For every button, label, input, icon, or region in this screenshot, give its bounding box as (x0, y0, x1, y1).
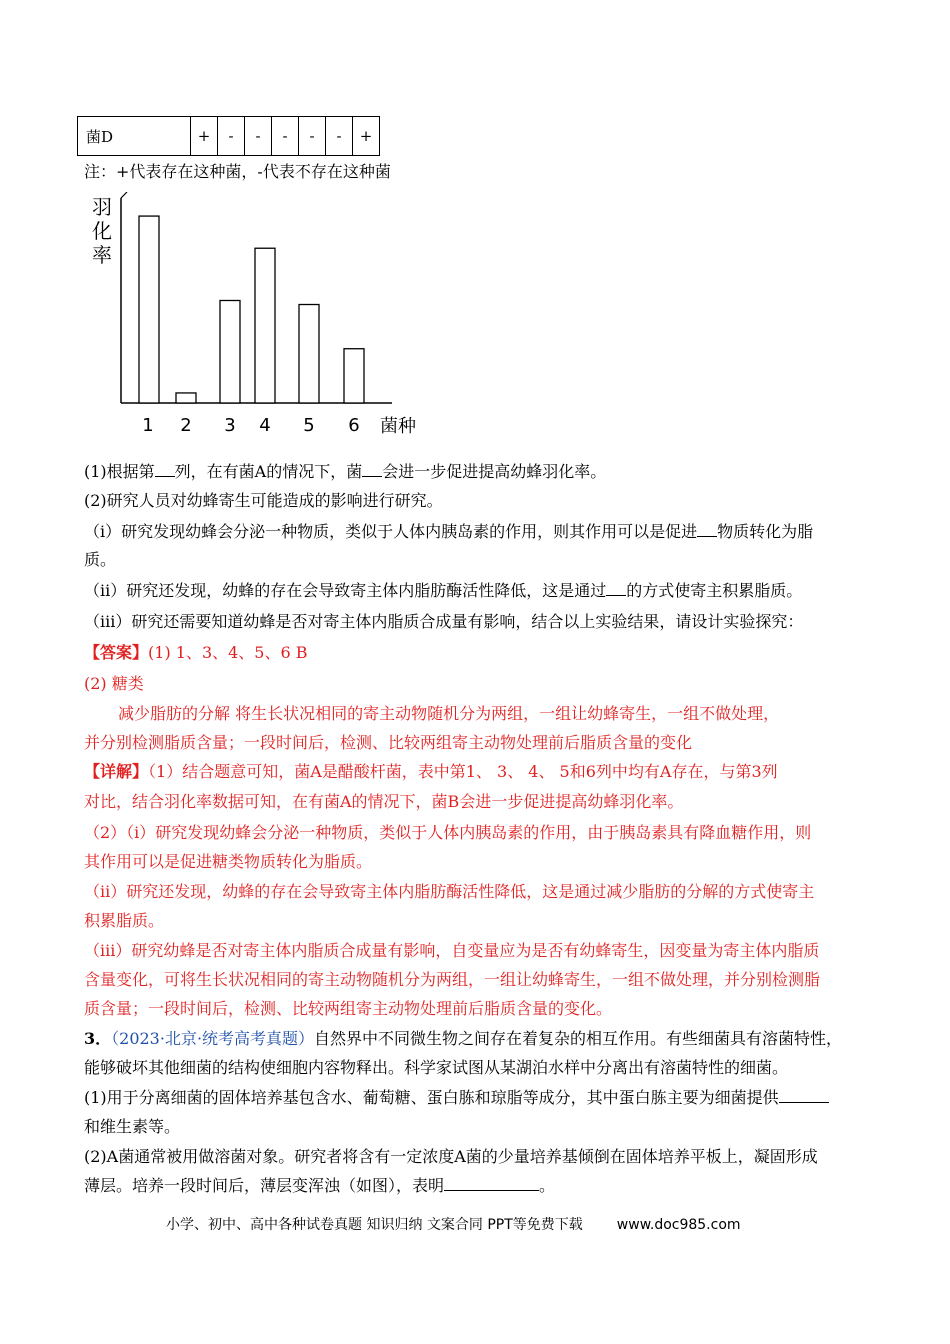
question-source: （2023·北京·统考高考真题） (111, 1029, 315, 1048)
detail-line-4: 其作用可以是促进糖类物质转化为脂质。 (84, 852, 373, 871)
row-label: 菌D (78, 117, 191, 156)
bar (176, 393, 196, 403)
table-note: 注：+代表存在这种菌，-代表不存在这种菌 (84, 162, 391, 181)
question-2: (2)研究人员对幼蜂寄生可能造成的影响进行研究。 (84, 491, 443, 510)
answer-line-4: 并分别检测脂质含量；一段时间后，检测、比较两组寄主动物处理前后脂质含量的变化 (84, 733, 693, 752)
x-tick-label: 4 (259, 415, 271, 436)
question-1: (1)根据第 列，在有菌A的情况下，菌 会进一步促进提高幼蜂羽化率。 (84, 462, 607, 481)
answer-blank (362, 476, 382, 477)
answer-blank (444, 1190, 539, 1191)
table-cell: + (353, 117, 380, 156)
detail-line-8: 含量变化，可将生长状况相同的寄主动物随机分为两组，一组让幼蜂寄生，一组不做处理，并分别检测脂 (84, 970, 821, 989)
answer-blank (697, 536, 717, 537)
question-number: 3． (84, 1029, 112, 1048)
table-cell: - (299, 117, 326, 156)
emergence-rate-bar-chart (80, 192, 440, 442)
bar (139, 216, 159, 403)
answer-blank (155, 476, 175, 477)
detail-line-6: 积累脂质。 (84, 911, 165, 930)
question-2ii: （ii）研究还发现，幼蜂的存在会导致寄主体内脂肪酶活性降低，这是通过 的方式使寄主积累脂质。 (84, 581, 803, 600)
answer-blank (606, 595, 626, 596)
y-axis-label: 羽化率 (92, 195, 112, 267)
detail-line-9: 质含量；一段时间后，检测、比较两组寄主动物处理前后脂质含量的变化。 (84, 999, 613, 1018)
table-cell: - (326, 117, 353, 156)
footer-text: 小学、初中、高中各种试卷真题 知识归纳 文案合同 PPT等免费下载 (166, 1217, 583, 1233)
detail-line-5: （ii）研究还发现，幼蜂的存在会导致寄主体内脂肪酶活性降低，这是通过减少脂肪的分解的方式使寄主 (84, 882, 815, 901)
question-3-part-2-cont: 薄层。培养一段时间后，薄层变浑浊（如图），表明 。 (84, 1176, 556, 1195)
x-tick-label: 2 (180, 415, 192, 436)
answer-line-1: 【答案】(1) 1、3、4、5、6 B (84, 643, 308, 662)
x-tick-label: 5 (303, 415, 315, 436)
table-row (78, 117, 380, 156)
table-cell: - (218, 117, 245, 156)
table-cell: - (245, 117, 272, 156)
question-3-part-2: (2)A菌通常被用做溶菌对象。研究者将含有一定浓度A菌的少量培养基倾倒在固体培养平板上，凝固形成 (84, 1147, 818, 1166)
bar (344, 349, 364, 403)
y-axis-arrow (121, 192, 127, 198)
x-axis-label: 菌种 (380, 416, 416, 437)
bar (255, 248, 275, 403)
answer-line-3: 减少脂肪的分解 将生长状况相同的寄主动物随机分为两组，一组让幼蜂寄生，一组不做处理， (118, 704, 780, 723)
question-2i-cont: 质。 (84, 550, 117, 569)
bar (299, 305, 319, 403)
footer (166, 1214, 741, 1234)
answer-blank (779, 1102, 829, 1103)
detail-line-1: 【详解】（1）结合题意可知，菌A是醋酸杆菌，表中第1、 3、 4、 5和6列中均有A存在，与第3列 (84, 762, 778, 781)
detail-line-2: 对比，结合羽化率数据可知，在有菌A的情况下，菌B会进一步促进提高幼蜂羽化率。 (84, 792, 684, 811)
bar (220, 300, 240, 403)
x-tick-label: 6 (348, 415, 360, 436)
detail-line-7: （iii）研究幼蜂是否对寄主体内脂质合成量有影响，自变量应为是否有幼蜂寄生，因变量为寄主体内脂质 (84, 941, 820, 960)
question-2iii: （iii）研究还需要知道幼蜂是否对寄主体内脂质合成量有影响，结合以上实验结果，请设计实验探究： (84, 612, 804, 631)
question-3-part-1-cont: 和维生素等。 (84, 1117, 181, 1136)
presence-table (77, 116, 380, 156)
x-tick-label: 3 (224, 415, 236, 436)
question-3-intro: 3．（2023·北京·统考高考真题）自然界中不同微生物之间存在着复杂的相互作用。有些细菌具有溶菌特性， (84, 1029, 843, 1048)
detail-line-3: （2）（i）研究发现幼蜂会分泌一种物质，类似于人体内胰岛素的作用，由于胰岛素具有降血糖作用，则 (84, 823, 812, 842)
x-tick-label: 1 (142, 415, 154, 436)
footer-site: www.doc985.com (616, 1217, 741, 1233)
table-cell: + (191, 117, 218, 156)
question-2i: （i）研究发现幼蜂会分泌一种物质，类似于人体内胰岛素的作用，则其作用可以是促进 物质转化为脂 (84, 522, 814, 541)
detail-label: 【详解】 (84, 762, 149, 781)
answer-line-2: (2) 糖类 (84, 674, 144, 693)
question-3-part-1: (1)用于分离细菌的固体培养基包含水、葡萄糖、蛋白胨和琼脂等成分，其中蛋白胨主要为细菌提供 (84, 1088, 829, 1108)
answer-label: 【答案】 (84, 643, 149, 662)
table-cell: - (272, 117, 299, 156)
question-3-line-2: 能够破坏其他细菌的结构使细胞内容物释出。科学家试图从某湖泊水样中分离出有溶菌特性的细菌。 (84, 1058, 789, 1077)
